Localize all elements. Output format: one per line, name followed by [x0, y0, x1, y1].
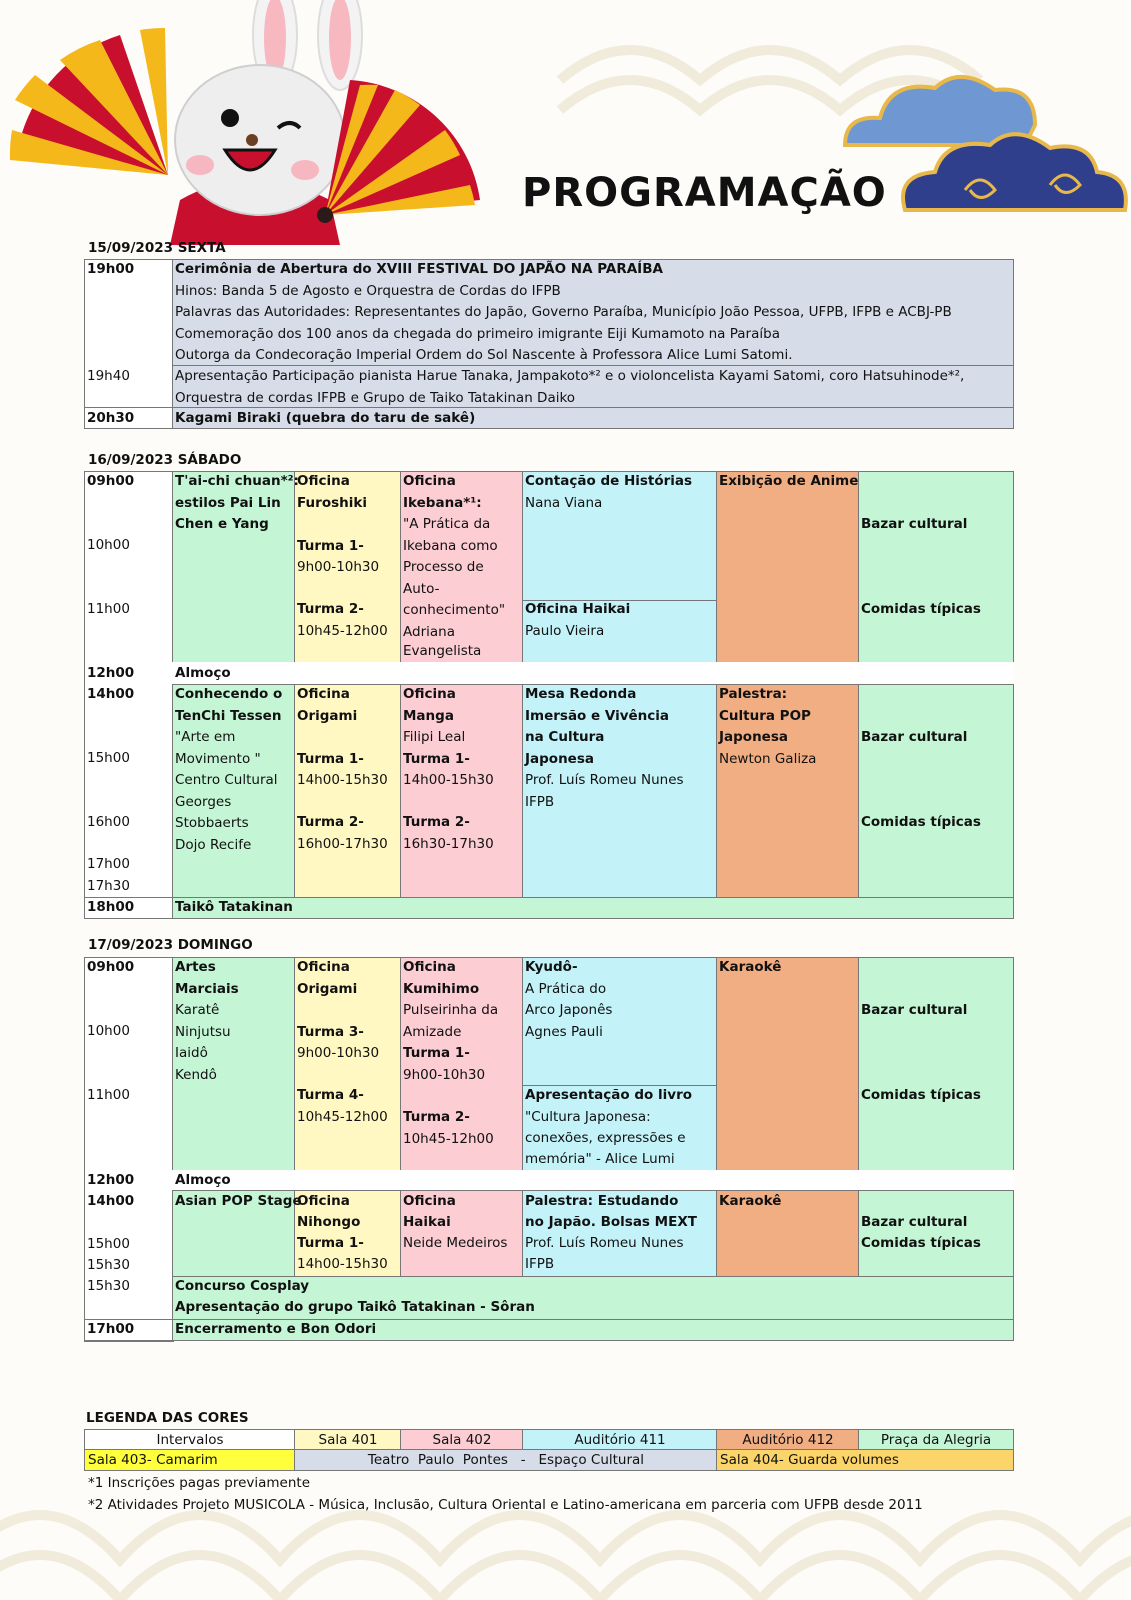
legend-sala-402: Sala 402: [400, 1429, 524, 1451]
legend-teatro: Teatro Paulo Pontes - Espaço Cultural: [294, 1449, 718, 1471]
round-table: Prof. Luís Romeu Nunes: [525, 772, 684, 788]
day-header-saturday: 16/09/2023 SÁBADO: [88, 452, 242, 468]
time-label: 19h00: [87, 261, 135, 277]
ikebana-workshop: Ikebana*¹:: [403, 494, 482, 511]
haikai-workshop: Neide Medeiros: [403, 1235, 508, 1251]
martial-arts: Kendô: [175, 1066, 217, 1083]
ikebana-workshop: Adriana: [403, 623, 455, 640]
anime-screening: Exibição de Anime: [719, 473, 859, 489]
furoshiki-workshop: Turma 2-: [297, 601, 364, 617]
haikai-workshop: Oficina Haikai: [525, 601, 631, 617]
day-header-friday: 15/09/2023 SEXTA: [88, 240, 226, 256]
bazar-cultural: Bazar cultural: [861, 1002, 968, 1018]
furoshiki-workshop: 9h00-10h30: [297, 559, 380, 575]
origami-workshop: Oficina: [297, 959, 350, 975]
manga-workshop: 14h00-15h30: [403, 772, 494, 788]
time-label: 17h00: [87, 1321, 135, 1337]
pop-culture-talk: Newton Galiza: [719, 750, 817, 767]
martial-arts: Karatê: [175, 1002, 220, 1018]
round-table: Japonesa: [525, 750, 594, 767]
taiko-presentation: Apresentação do grupo Taikô Tatakinan - Sôran: [175, 1299, 535, 1315]
legend-sala-404: Sala 404- Guarda volumes: [716, 1449, 1014, 1471]
saturday-schedule-table: [84, 471, 1014, 933]
kumihimo-workshop: Turma 1-: [403, 1045, 470, 1061]
lunch-label: Almoço: [175, 1172, 231, 1188]
kumihimo-workshop: Kumihimo: [403, 980, 480, 997]
schedule-line: Orquestra de cordas IFPB e Grupo de Taiko Tatakinan Daiko: [175, 389, 576, 406]
comidas-tipicas: Comidas típicas: [861, 814, 981, 830]
pop-culture-talk: Palestra:: [719, 686, 788, 702]
kyudo-activity: Agnes Pauli: [525, 1023, 603, 1040]
furoshiki-workshop: Turma 1-: [297, 537, 364, 554]
martial-arts: Marciais: [175, 980, 239, 997]
kumihimo-workshop: Turma 2-: [403, 1109, 470, 1125]
time-label: 11h00: [87, 601, 130, 617]
round-table: IFPB: [525, 793, 555, 810]
kumihimo-workshop: 9h00-10h30: [403, 1066, 486, 1083]
manga-workshop: Filipi Leal: [403, 729, 466, 745]
schedule-line: Kagami Biraki (quebra do taru de sakê): [175, 410, 476, 426]
right-fan-icon: [317, 80, 480, 223]
lunch-label: Almoço: [175, 665, 231, 681]
tenchi-tessen-activity: Centro Cultural: [175, 772, 278, 788]
pop-culture-talk: Cultura POP: [719, 707, 811, 724]
origami-workshop: Turma 1-: [297, 750, 364, 767]
book-presentation: "Cultura Japonesa:: [525, 1108, 651, 1125]
manga-workshop: Oficina: [403, 686, 456, 702]
origami-workshop: Turma 2-: [297, 814, 364, 830]
time-label: 09h00: [87, 959, 135, 975]
origami-workshop: Turma 3-: [297, 1023, 364, 1040]
comidas-tipicas: Comidas típicas: [861, 1235, 981, 1251]
closing-activity: Taikô Tatakinan: [175, 899, 293, 915]
legend-auditorio-411: Auditório 411: [522, 1429, 718, 1451]
nihongo-workshop: Oficina: [297, 1193, 350, 1209]
kumihimo-workshop: Oficina: [403, 959, 456, 975]
kyudo-activity: A Prática do: [525, 980, 607, 997]
haikai-workshop: Oficina: [403, 1193, 456, 1209]
kyudo-activity: Kyudô-: [525, 959, 578, 975]
kumihimo-workshop: 10h45-12h00: [403, 1130, 494, 1147]
origami-workshop: Turma 4-: [297, 1087, 364, 1103]
time-label: 10h00: [87, 537, 130, 553]
time-label: 12h00: [87, 665, 135, 681]
time-label: 15h00: [87, 1236, 130, 1252]
origami-workshop: Oficina: [297, 686, 350, 702]
comidas-tipicas: Comidas típicas: [861, 1087, 981, 1103]
ikebana-workshop: Evangelista: [403, 643, 482, 659]
time-label: 19h40: [87, 368, 130, 384]
time-label: 17h00: [87, 856, 130, 872]
time-label: 15h30: [87, 1257, 130, 1273]
tenchi-tessen-activity: Georges: [175, 793, 232, 810]
legend-intervalos: Intervalos: [84, 1429, 296, 1451]
schedule-line: Palavras das Autoridades: Representantes do Japão, Governo Paraíba, Município João Pessoa, UFPB, IFPB e ACBJ-PB: [175, 304, 952, 320]
time-label: 14h00: [87, 686, 135, 702]
tenchi-tessen-activity: TenChi Tessen: [175, 707, 282, 724]
round-table: Imersão e Vivência: [525, 707, 670, 724]
origami-workshop: 9h00-10h30: [297, 1045, 380, 1061]
karaoke: Karaokê: [719, 959, 782, 975]
origami-workshop: Origami: [297, 707, 358, 724]
haikai-workshop: Paulo Vieira: [525, 622, 605, 639]
haikai-workshop: Haikai: [403, 1214, 451, 1230]
ikebana-workshop: Oficina: [403, 473, 456, 489]
time-label: 17h30: [87, 878, 130, 894]
karaoke: Karaokê: [719, 1193, 782, 1209]
rabbit-with-fans-illustration: [0, 0, 500, 245]
ikebana-workshop: Processo de: [403, 559, 484, 575]
book-presentation: Apresentação do livro: [525, 1087, 693, 1103]
time-label: 16h00: [87, 814, 130, 830]
storytelling-activity: Contação de Histórias: [525, 473, 693, 489]
tenchi-tessen-activity: Movimento ": [175, 750, 261, 767]
closing-activity: Encerramento e Bon Odori: [175, 1321, 377, 1337]
legend-sala-403: Sala 403- Camarim: [84, 1449, 296, 1471]
schedule-line: Comemoração dos 100 anos da chegada do primeiro imigrante Eiji Kumamoto na Paraíba: [175, 325, 780, 342]
furoshiki-workshop: Furoshiki: [297, 494, 367, 511]
kumihimo-workshop: Pulseirinha da: [403, 1002, 499, 1018]
tenchi-tessen-activity: Conhecendo o: [175, 686, 283, 702]
time-label: 15h30: [87, 1278, 130, 1294]
time-label: 20h30: [87, 410, 135, 426]
day-header-sunday: 17/09/2023 DOMINGO: [88, 937, 253, 953]
comidas-tipicas: Comidas típicas: [861, 601, 981, 617]
round-table: Mesa Redonda: [525, 686, 637, 702]
furoshiki-workshop: 10h45-12h00: [297, 622, 388, 639]
furoshiki-workshop: Oficina: [297, 473, 350, 489]
taichi-activity: Chen e Yang: [175, 516, 269, 532]
legend-title: LEGENDA DAS CORES: [86, 1410, 249, 1426]
taichi-activity: estilos Pai Lin: [175, 494, 281, 511]
kyudo-activity: Arco Japonês: [525, 1002, 613, 1018]
martial-arts: Artes: [175, 959, 216, 975]
origami-workshop: 14h00-15h30: [297, 772, 388, 788]
time-label: 12h00: [87, 1172, 135, 1188]
tenchi-tessen-activity: "Arte em: [175, 729, 236, 745]
time-label: 18h00: [87, 899, 135, 915]
pop-culture-talk: Japonesa: [719, 729, 788, 745]
martial-arts: Ninjutsu: [175, 1023, 231, 1040]
origami-workshop: 16h00-17h30: [297, 835, 388, 852]
schedule-line: Outorga da Condecoração Imperial Ordem do Sol Nascente à Professora Alice Lumi Satomi.: [175, 347, 793, 363]
bazar-cultural: Bazar cultural: [861, 516, 968, 532]
page-title: PROGRAMAÇÃO: [522, 170, 887, 216]
manga-workshop: Manga: [403, 707, 454, 724]
schedule-line: Apresentação Participação pianista Harue Tanaka, Jampakoto*² e o violoncelista Kayami Satomi, coro Hatsuhinode*²,: [175, 368, 965, 384]
footnote-1: *1 Inscrições pagas previamente: [88, 1475, 310, 1491]
sunday-schedule-table: [84, 957, 1014, 1367]
mext-talk: no Japão. Bolsas MEXT: [525, 1214, 697, 1230]
time-label: 09h00: [87, 473, 135, 489]
storytelling-activity: Nana Viana: [525, 494, 603, 511]
manga-workshop: Turma 2-: [403, 814, 470, 830]
mext-talk: IFPB: [525, 1256, 555, 1272]
friday-schedule-table: [84, 259, 1014, 430]
ikebana-workshop: Auto-: [403, 580, 440, 597]
opening-ceremony-title: Cerimônia de Abertura do XVIII FESTIVAL DO JAPÃO NA PARAÍBA: [175, 261, 663, 277]
kumihimo-workshop: Amizade: [403, 1023, 462, 1040]
asian-pop-stage: Asian POP Stage: [175, 1193, 302, 1209]
time-label: 14h00: [87, 1193, 135, 1209]
manga-workshop: 16h30-17h30: [403, 835, 494, 852]
bazar-cultural: Bazar cultural: [861, 729, 968, 745]
color-legend: [84, 1429, 1014, 1473]
mext-talk: Prof. Luís Romeu Nunes: [525, 1235, 684, 1251]
origami-workshop: Origami: [297, 980, 358, 997]
footnote-2: *2 Atividades Projeto MUSICOLA - Música, Inclusão, Cultura Oriental e Latino-americana em parceria com UFPB desde 2011: [88, 1497, 923, 1513]
origami-workshop: 10h45-12h00: [297, 1108, 388, 1125]
bazar-cultural: Bazar cultural: [861, 1214, 968, 1230]
ikebana-workshop: Ikebana como: [403, 537, 498, 554]
taichi-activity: T'ai-chi chuan*²:: [175, 473, 299, 489]
book-presentation: memória" - Alice Lumi: [525, 1151, 675, 1167]
time-label: 11h00: [87, 1087, 130, 1103]
time-label: 15h00: [87, 750, 130, 766]
tenchi-tessen-activity: Stobbaerts: [175, 815, 249, 831]
martial-arts: Iaidô: [175, 1045, 208, 1061]
ikebana-workshop: conhecimento": [403, 602, 506, 618]
legend-auditorio-412: Auditório 412: [716, 1429, 860, 1451]
mext-talk: Palestra: Estudando: [525, 1193, 679, 1209]
round-table: na Cultura: [525, 729, 605, 745]
nihongo-workshop: Nihongo: [297, 1214, 361, 1230]
nihongo-workshop: 14h00-15h30: [297, 1256, 388, 1272]
manga-workshop: Turma 1-: [403, 750, 470, 767]
nihongo-workshop: Turma 1-: [297, 1235, 364, 1251]
left-fan-icon: [10, 28, 168, 175]
legend-praca-alegria: Praça da Alegria: [858, 1429, 1014, 1451]
time-label: 10h00: [87, 1023, 130, 1039]
book-presentation: conexões, expressões e: [525, 1130, 686, 1146]
schedule-line: Hinos: Banda 5 de Agosto e Orquestra de Cordas do IFPB: [175, 282, 561, 299]
cosplay-contest: Concurso Cosplay: [175, 1278, 310, 1294]
tenchi-tessen-activity: Dojo Recife: [175, 836, 252, 853]
legend-sala-401: Sala 401: [294, 1429, 402, 1451]
ikebana-workshop: "A Prática da: [403, 516, 491, 532]
